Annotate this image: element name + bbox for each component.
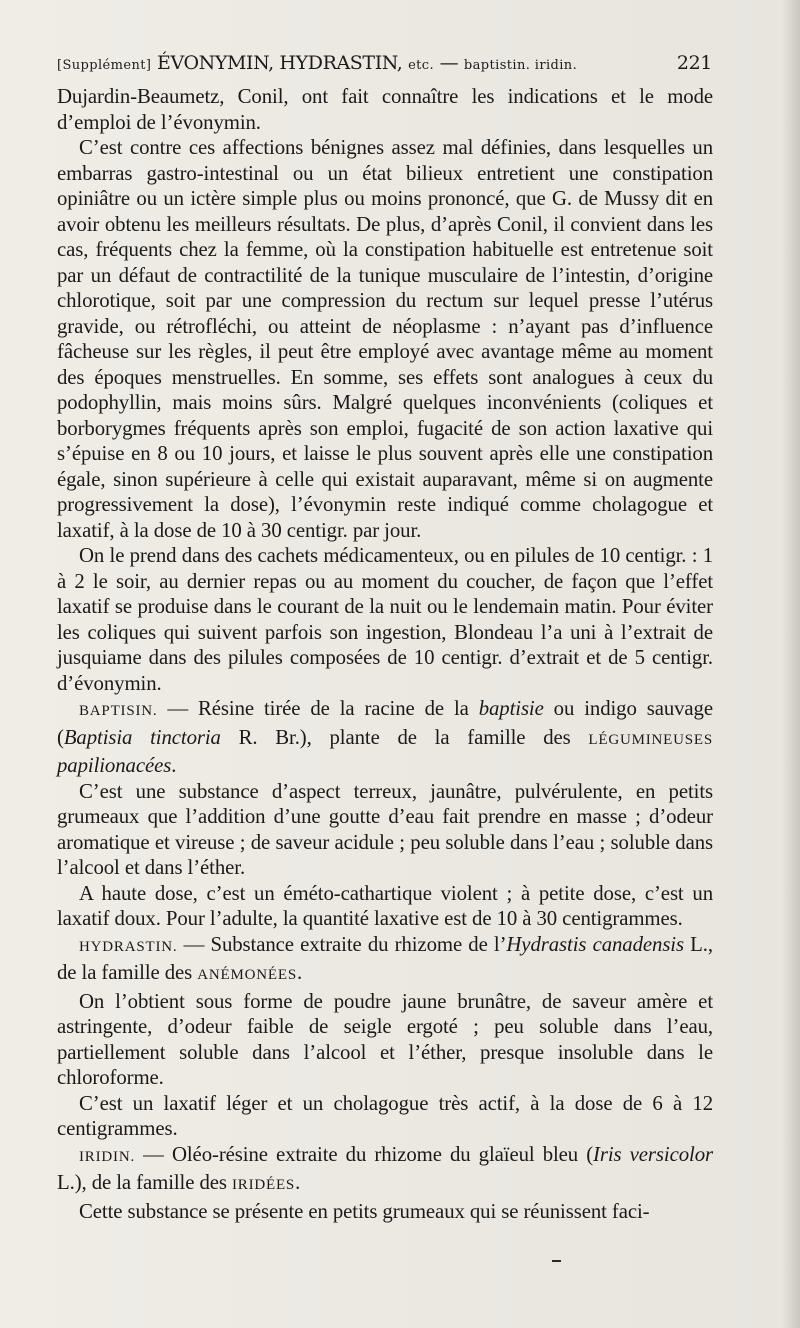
entry-baptisin [57, 696, 713, 779]
hydrastin-text-1: — Substance extraite du rhizome de l’ [177, 932, 507, 956]
baptisin-text-1: — Résine tirée de la racine de la [157, 697, 479, 720]
baptisin-latin-name: Baptisia tinctoria [63, 725, 221, 749]
term-hydrastin: HYDRASTIN. [79, 938, 178, 955]
term-iridin: IRIDIN. [79, 1148, 136, 1165]
iridin-end: . [295, 1171, 301, 1194]
paragraph-evonymin-intro: Dujardin-Beaumetz, Conil, ont fait connaître les indications et le mode d’emploi de l’évonymin. [57, 85, 713, 134]
header-dash: — [439, 52, 459, 74]
baptisin-text-2: ou indigo sauvage ( [57, 697, 713, 749]
iridin-text-2: L.), de la famille des [57, 1171, 232, 1194]
running-header [57, 52, 712, 78]
baptisin-baptisie: baptisie [478, 697, 544, 720]
iridin-family: IRIDÉES [231, 1177, 296, 1193]
paragraph-baptisin-dosage: A haute dose, c’est un éméto-cathartique violent ; à petite dose, c’est un laxatif doux. Pour l’adulte, la quantité laxative est de 10 à 30 centigrammes. [57, 881, 713, 930]
page-number: 221 [676, 52, 712, 74]
header-title-line [57, 52, 577, 74]
paragraph-evonymin-indications: C’est contre ces affections bénignes assez mal définies, dans lesquelles un embarras gastro-intestinal ou un état bilieux entretient une constipation opiniâtre ou un ictère simple plus ou moins prononcé, que G. de Mussy dit en avoir obtenu les meilleurs résultats. De plus, d’après Conil, il convient dans les cas, fréquents chez la femme, où la constipation habituelle est entretenue soit par un défaut de contractilité de la tunique musculaire de l’intestin, d’origine chlorotique, soit par une compression du rectum sur lequel presse l’utérus gravide, ou rétrofléchi, ou atteint de néoplasme : n’ayant pas d’influence fâcheuse sur les règles, il peut être employé avec avantage même au moment des époques menstruelles. En somme, ses effets sont analogues à ceux du podophyllin, mais moins sûrs. Malgré quelques inconvénients (coliques et borborygmes fréquents après son emploi, fugacité de son action laxative qui s’épuise en 8 ou 10 jours, et laisse le plus souvent après elle une constipation égale, sinon supérieure à celle qui existait auparavant, même si on augmente progressivement la dose), l’évonymin reste indiqué comme cholagogue et laxatif, à la dose de 10 à 30 centigr. par jour. [57, 136, 713, 542]
header-main-title: ÉVONYMIN, HYDRASTIN, [156, 52, 403, 74]
baptisin-text-3: R. Br.), plante de la famille des [220, 725, 589, 749]
hydrastin-end: . [296, 961, 303, 984]
footer-mark [552, 1260, 561, 1262]
page-body [57, 84, 713, 1224]
iridin-latin-name: Iris versicolor [593, 1142, 713, 1166]
entry-iridin [57, 1142, 713, 1199]
baptisin-family: LÉGUMINEUSES [588, 731, 713, 748]
hydrastin-text-2: L., de la famille des [57, 932, 713, 984]
paragraph-iridin-description: Cette substance se présente en petits grumeaux qui se réunissent faci- [79, 1199, 650, 1223]
paragraph-hydrastin-dosage: C’est un laxatif léger et un cholagogue très actif, à la dose de 6 à 12 centigrammes. [57, 1091, 713, 1140]
hydrastin-family: ANÉMONÉES [197, 967, 297, 983]
paragraph-evonymin-dosage: On le prend dans des cachets médicamenteux, ou en pilules de 10 centigr. : 1 à 2 le soir, au dernier repas ou au moment du coucher, de façon que l’effet laxatif se produise dans le courant de la nuit ou le lendemain matin. Pour éviter les coliques qui suivent parfois son ingestion, Blondeau l’a uni à l’extrait de jusquiame dans des pilules composées de 10 centigr. d’extrait et de 5 centigr. d’évonymin. [57, 544, 713, 695]
header-subtitle: baptistin. iridin. [463, 58, 578, 73]
page-edge-shadow [782, 0, 800, 1328]
header-supplement: [Supplément] [57, 58, 152, 73]
paragraph-baptisin-description: C’est une substance d’aspect terreux, jaunâtre, pulvérulente, en petits grumeaux que l’addition d’une goutte d’eau fait prendre en masse ; d’odeur aromatique et vireuse ; de saveur acidule ; peu soluble dans l’eau ; soluble dans l’alcool et dans l’éther. [57, 779, 713, 879]
iridin-text-1: — Oléo-résine extraite du rhizome du glaïeul bleu ( [135, 1142, 594, 1166]
hydrastin-latin-name: Hydrastis canadensis [506, 932, 684, 956]
term-baptisin: BAPTISIN. [79, 703, 158, 719]
entry-hydrastin [57, 932, 713, 989]
baptisin-papilionacees: papilionacées [57, 754, 172, 777]
baptisin-end: . [171, 754, 177, 777]
header-etc: etc. [408, 58, 435, 73]
paragraph-hydrastin-description: On l’obtient sous forme de poudre jaune brunâtre, de saveur amère et astringente, d’odeur faible de seigle ergoté ; peu soluble dans l’eau, partiellement soluble dans l’alcool et l’éther, presque insoluble dans le chloroforme. [57, 989, 713, 1089]
